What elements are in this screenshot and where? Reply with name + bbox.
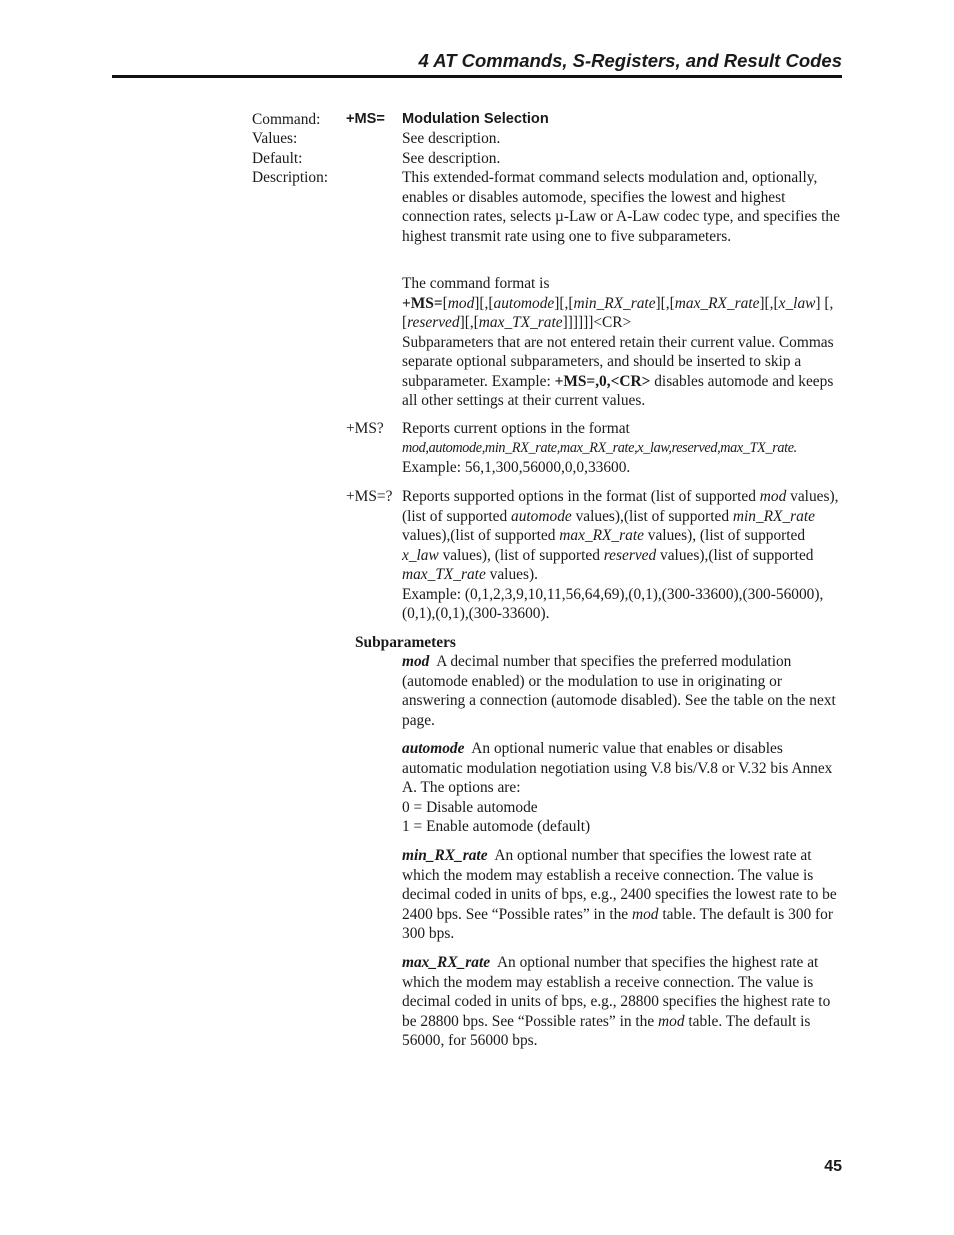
subparam-term: max_RX_rate (402, 954, 491, 971)
default-value: See description. (402, 150, 501, 167)
format-syntax (402, 294, 844, 333)
command-title: Modulation Selection (402, 111, 549, 127)
test-text-part: values),(list of supported (571, 507, 733, 525)
syntax-bracket: [,[ (402, 294, 834, 331)
test-description (402, 487, 844, 624)
automode-option-0: 0 = Disable automode (402, 798, 538, 816)
subparam-mod-ref: mod (631, 905, 659, 923)
page-number: 45 (824, 1158, 842, 1175)
subparam-term: automode (402, 740, 465, 757)
test-param: min_RX_rate (732, 507, 815, 525)
values-value: See description. (402, 130, 501, 147)
query-description (402, 419, 844, 478)
subparam-term: mod (402, 653, 430, 670)
subparam-term: min_RX_rate (402, 847, 488, 864)
test-text-part: values). (485, 566, 538, 583)
query-text: Reports current options in the format (402, 420, 630, 437)
subparam-text: table. The default is 300 for 300 bps. (402, 905, 834, 942)
header-rule (112, 75, 842, 78)
subparam-text: table. The default is 56000, for 56000 bps. (402, 1012, 811, 1049)
syntax-param: min_RX_rate (573, 294, 656, 312)
test-text-part: Reports supported options in the format (list of supported (402, 488, 760, 505)
syntax-param: x_law (778, 294, 816, 312)
test-param: reserved (603, 546, 657, 564)
subparam-mod-ref: mod (658, 1012, 685, 1030)
test-param: automode (511, 507, 572, 525)
test-param: mod (759, 488, 787, 505)
subparam-text: An optional numeric value that enables or disables automatic modulation negotiation using V.8 bis/V.8 or V.32 bis Annex A. The options are: (402, 740, 833, 796)
syntax-param: mod (447, 294, 475, 312)
syntax-bracket: ] (815, 294, 821, 312)
syntax-bracket: ][,[ (554, 294, 574, 312)
test-command: +MS=? (346, 488, 393, 505)
test-text-part: values), (list of supported (438, 546, 604, 564)
command-value: +MS= (346, 111, 385, 127)
syntax-bracket: ][,[ (474, 294, 494, 312)
syntax-bracket: [ (442, 294, 448, 312)
subparam-text: An optional number that specifies the highest rate at which the modem may establish a receive connection. The value is decimal coded in units of bps, e.g., 28800 specifies the highest rate to be 28800 bps. See “Possible rates” in the (402, 954, 831, 1030)
description-text: This extended-format command selects modulation and, optionally, enables or disables automode, specifies the lowest and highest connection rates, selects µ-Law or A-Law codec type, and specifies the highest transmit rate using one to five subparameters. (402, 169, 840, 245)
format-note-text: disables automode and keeps all other settings at their current values. (402, 372, 834, 409)
syntax-param: max_TX_rate (478, 314, 563, 331)
values-label: Values: (252, 130, 298, 147)
query-example: Example: 56,1,300,56000,0,0,33600. (402, 459, 631, 476)
test-param: max_TX_rate (402, 566, 486, 583)
syntax-bracket: ][,[ (759, 294, 779, 312)
description-label: Description: (252, 169, 329, 186)
default-label: Default: (252, 150, 303, 167)
query-format-line: mod,automode,min_RX_rate,max_RX_rate,x_law,reserved,max_TX_rate. (402, 439, 797, 456)
test-text-part: values),(list of supported (656, 546, 814, 564)
automode-option-1: 1 = Enable automode (default) (402, 818, 591, 835)
syntax-param: automode (493, 294, 555, 312)
test-param: max_RX_rate (559, 527, 644, 544)
test-example: Example: (0,1,2,3,9,10,11,56,64,69),(0,1),(300-33600),(300-56000),(0,1),(0,1),(300-33600). (402, 585, 824, 622)
page-header: 4 AT Commands, S-Registers, and Result Codes (418, 50, 842, 71)
syntax-param: reserved (407, 314, 460, 331)
syntax-bracket: ]]]]]]<CR> (562, 314, 632, 331)
subparam-text: A decimal number that specifies the preferred modulation (automode enabled) or the modulation to use in originating or answering a connection (automode disabled). See the table on the next page. (402, 653, 836, 729)
query-command: +MS? (346, 420, 384, 437)
syntax-bracket: ][,[ (655, 294, 675, 312)
command-label: Command: (252, 111, 321, 128)
format-cmd: +MS= (402, 294, 443, 312)
test-text-part: values), (list of supported (643, 527, 806, 544)
subparam-min-rx-rate (402, 846, 844, 944)
test-param: x_law (402, 546, 439, 564)
test-text-part: values),(list of supported (402, 488, 839, 525)
format-note-example: +MS=,0,<CR> (554, 372, 651, 390)
subparam-max-rx-rate (402, 953, 844, 1051)
command-format-block (402, 274, 844, 411)
subparam-automode (402, 739, 844, 837)
syntax-param: max_RX_rate (674, 294, 760, 312)
format-intro: The command format is (402, 275, 550, 292)
subparam-mod (402, 652, 844, 730)
format-note (402, 333, 844, 411)
format-note-text: Subparameters that are not entered retain their current value. Commas separate optional subparameters, and should be inserted to skip a subparameter. Example: (402, 333, 834, 390)
test-text-part: values),(list of supported (402, 527, 560, 544)
subparam-text: An optional number that specifies the lowest rate at which the modem may establish a receive connection. The value is decimal coded in units of bps, e.g., 2400 specifies the lowest rate to be 2400 bps. See “Possible rates” in the (402, 847, 837, 923)
subparameters-heading: Subparameters (355, 634, 456, 651)
test-text (402, 487, 844, 585)
syntax-bracket: ][,[ (459, 314, 479, 331)
